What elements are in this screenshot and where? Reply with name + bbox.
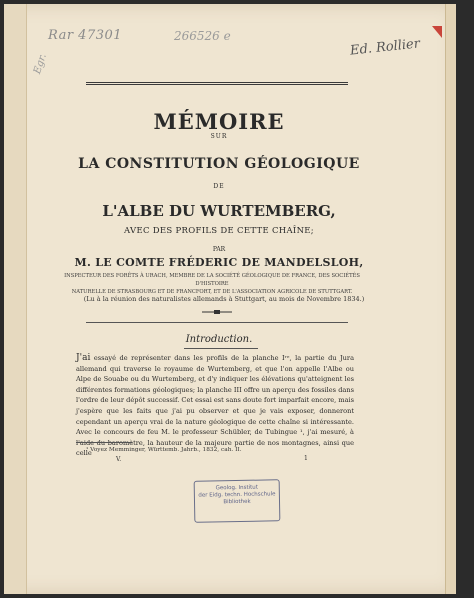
signature-mark-1: 1 — [304, 455, 308, 462]
connector-sur: SUR — [210, 133, 228, 140]
subtitle: LA CONSTITUTION GÉOLOGIQUE — [78, 156, 360, 172]
connector-par: PAR — [212, 246, 226, 253]
library-stamp — [194, 479, 281, 522]
stamp-line-2: der Eidg. techn. Hochschule — [198, 491, 276, 499]
body-paragraph: essayé de représenter dans les profils de la planche Iʳᵉ, la partie du Jura allemand qui traverse le royaume de Wurtemberg, et que l'on appelle l'Albe ou Alpe de Souabe ou du Wurtemberg, et d'y indiquer les élévations qu'atteignent les différentes formations géologiques; la planche III offre un aperçu des fossiles dans l'ordre de leur dépôt successif. Cet essai est sans doute fort imparfait encore, mais j'espère que les faits que j'ai pu observer et que je vais exposer, donneront cependant un aperçu vrai de la nature géologique de cette chaîne si intéressante. Avec le concours de feu M. le professeur Schübler, de Tubingue ¹, j'ai mesuré, à l'aide du baromètre, la hauteur de la majeure partie de nos montagnes, ainsi que celle — [76, 354, 354, 458]
footnote-rule — [76, 442, 132, 443]
binding-edge — [4, 4, 27, 594]
page-edge — [445, 4, 456, 594]
drop-cap: J'ai — [76, 353, 91, 363]
body-text — [76, 353, 354, 459]
author: M. LE COMTE FRÉDERIC DE MANDELSLOH, — [74, 256, 364, 269]
section-heading: Introduction. — [185, 334, 253, 345]
page-title: MÉMOIRE — [153, 109, 285, 134]
heading-underline — [184, 348, 258, 349]
stamp-line-3: Bibliothek — [223, 498, 251, 506]
connector-de: DE — [213, 183, 225, 190]
top-rule — [86, 82, 348, 85]
stamp-line-1: Geolog. Institut — [215, 484, 258, 492]
shelfmark-note: Rar 47301 — [48, 28, 123, 43]
author-titles-line-2: NATURELLE DE STRASBOURG ET DE FRANCFORT, ET DE L'ASSOCIATION AGRICOLE DE STUTTGART. — [71, 289, 353, 295]
ornament-icon — [202, 310, 232, 314]
reading-note: (Lu à la réunion des naturalistes allemands à Stuttgart, au mois de Novembre 1834.) — [83, 295, 365, 303]
inventory-number: 266526 e — [174, 29, 231, 43]
author-titles-line-1: INSPECTEUR DES FORÊTS À URACH, MEMBRE DE LA SOCIÉTÉ GÉOLOGIQUE DE FRANCE, DES SOCIÉTÉS D'HISTOIRE — [64, 273, 360, 287]
footnote: ¹ Voyez Memminger, Württemb. Jahrb., 1832, cah. II. — [86, 447, 242, 453]
author-titles — [62, 272, 362, 296]
red-corner-tab — [432, 26, 442, 38]
signature-mark-v: V. — [116, 456, 122, 463]
section-rule — [86, 322, 348, 323]
owner-signature: Ed. Rollier — [349, 36, 421, 59]
scanned-page — [4, 4, 456, 594]
margin-note: Egr. — [32, 52, 49, 76]
subtitle-region: L'ALBE DU WURTEMBERG, — [102, 202, 336, 220]
profiles-line: AVEC DES PROFILS DE CETTE CHAÎNE; — [124, 226, 314, 236]
